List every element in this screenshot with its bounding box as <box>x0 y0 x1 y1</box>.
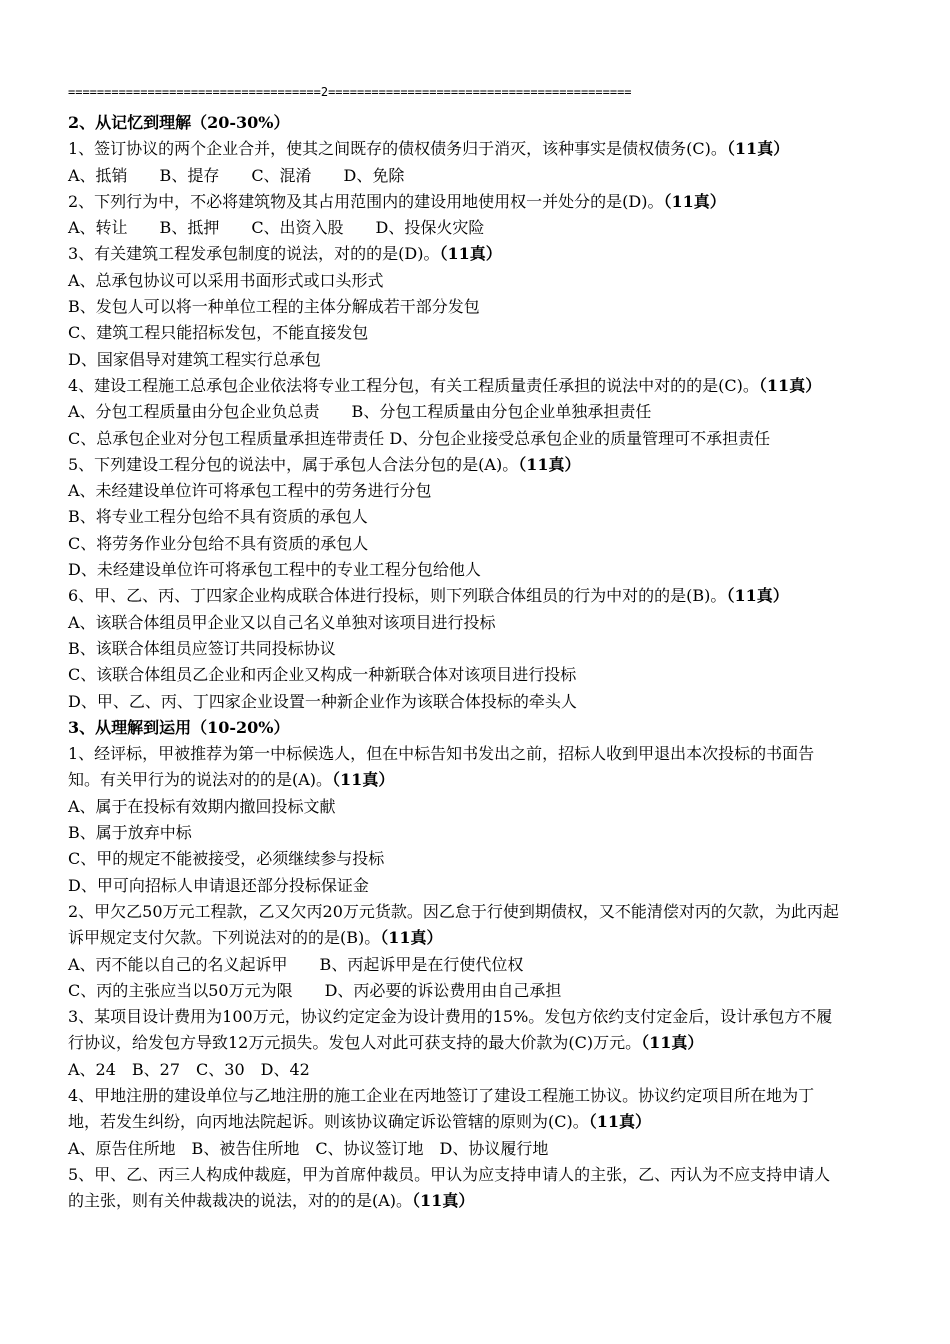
option-line: B、发包人可以将一种单位工程的主体分解成若干部分发包 <box>68 297 480 317</box>
option-line: C、总承包企业对分包工程质量承担连带责任 D、分包企业接受总承包企业的质量管理可不承担责任 <box>68 428 771 448</box>
option-line: A、该联合体组员甲企业又以自己名义单独对该项目进行投标 <box>68 612 496 632</box>
section-heading: 2、从记忆到理解（20-30%） <box>68 113 290 132</box>
question-stem: 4、甲地注册的建设单位与乙地注册的施工企业在丙地签订了建设工程施工协议。协议约定项目所在地为丁地，若发生纠纷，向丙地法院起诉。则该协议确定诉讼管辖的原则为(C)。（11真） <box>68 1085 815 1132</box>
question-stem: 1、经评标，甲被推荐为第一中标候选人，但在中标告知书发出之前，招标人收到甲退出本次投标的书面告知。有关甲行为的说法对的的是(A)。（11真） <box>68 744 815 790</box>
question-stem: 5、下列建设工程分包的说法中，属于承包人合法分包的是(A)。（11真） <box>68 454 581 474</box>
option-line: D、甲、乙、丙、丁四家企业设置一种新企业作为该联合体投标的牵头人 <box>68 691 577 711</box>
option-line: D、未经建设单位许可将承包工程中的专业工程分包给他人 <box>68 560 481 580</box>
option-line: C、该联合体组员乙企业和丙企业又构成一种新联合体对该项目进行投标 <box>68 665 577 685</box>
option-line: C、将劳务作业分包给不具有资质的承包人 <box>68 533 369 553</box>
option-line: A、总承包协议可以采用书面形式或口头形式 <box>68 270 384 290</box>
question-options: A、转让 B、抵押 C、出资入股 D、投保火灾险 <box>68 218 485 238</box>
option-line: B、该联合体组员应签订共同投标协议 <box>68 638 336 658</box>
question-options: A、抵销 B、提存 C、混淆 D、免除 <box>68 165 405 185</box>
question-stem: 2、甲欠乙50万元工程款，乙又欠丙20万元货款。因乙怠于行使到期债权，又不能清偿对丙的欠款，为此丙起诉甲规定支付欠款。下列说法对的的是(B)。（11真） <box>68 901 839 948</box>
question-options: A、原告住所地 B、被告住所地 C、协议签订地 D、协议履行地 <box>68 1138 549 1158</box>
option-line: D、甲可向招标人申请退还部分投标保证金 <box>68 875 369 895</box>
option-line: D、国家倡导对建筑工程实行总承包 <box>68 349 321 369</box>
option-line: C、丙的主张应当以50万元为限 D、丙必要的诉讼费用由自己承担 <box>68 980 562 1000</box>
question-stem: 4、建设工程施工总承包企业依法将专业工程分包，有关工程质量责任承担的说法中对的的是(C)。（11真） <box>68 375 822 395</box>
question-stem: 5、甲、乙、丙三人构成仲裁庭，甲为首席仲裁员。甲认为应支持申请人的主张，乙、丙认为不应支持申请人的主张，则有关仲裁裁决的说法，对的的是(A)。（11真） <box>68 1164 831 1211</box>
option-line: A、属于在投标有效期内撤回投标文献 <box>68 796 336 816</box>
option-line: C、甲的规定不能被接受，必须继续参与投标 <box>68 849 385 869</box>
question-stem: 1、签订协议的两个企业合并，使其之间既存的债权债务归于消灭，该种事实是债权债务(C)。（11真） <box>68 139 790 159</box>
question-stem: 3、某项目设计费用为100万元，协议约定定金为设计费用的15%。发包方依约支付定金后，设计承包方不履行协议，给发包方导致12万元损失。发包人对此可获支持的最大价款为(C)万元。（11真） <box>68 1007 833 1053</box>
question-stem: 6、甲、乙、丙、丁四家企业构成联合体进行投标，则下列联合体组员的行为中对的的是(B)。（11真） <box>68 586 789 606</box>
question-stem: 2、下列行为中，不必将建筑物及其占用范围内的建设用地使用权一并处分的是(D)。（11真） <box>68 191 726 211</box>
option-line: B、将专业工程分包给不具有资质的承包人 <box>68 507 368 527</box>
question-stem: 3、有关建筑工程发承包制度的说法，对的的是(D)。（11真） <box>68 244 502 264</box>
option-line: A、未经建设单位许可将承包工程中的劳务进行分包 <box>68 481 432 501</box>
option-line: A、丙不能以自己的名义起诉甲 B、丙起诉甲是在行使代位权 <box>68 954 524 974</box>
option-line: B、属于放弃中标 <box>68 823 192 843</box>
document-body <box>68 110 842 1214</box>
page-separator: ===================================2========================================== <box>68 85 632 99</box>
section-heading: 3、从理解到运用（10-20%） <box>68 717 290 737</box>
option-line: A、分包工程质量由分包企业负总责 B、分包工程质量由分包企业单独承担责任 <box>68 402 652 422</box>
question-options: A、24 B、27 C、30 D、42 <box>68 1059 310 1079</box>
option-line: C、建筑工程只能招标发包，不能直接发包 <box>68 323 369 343</box>
